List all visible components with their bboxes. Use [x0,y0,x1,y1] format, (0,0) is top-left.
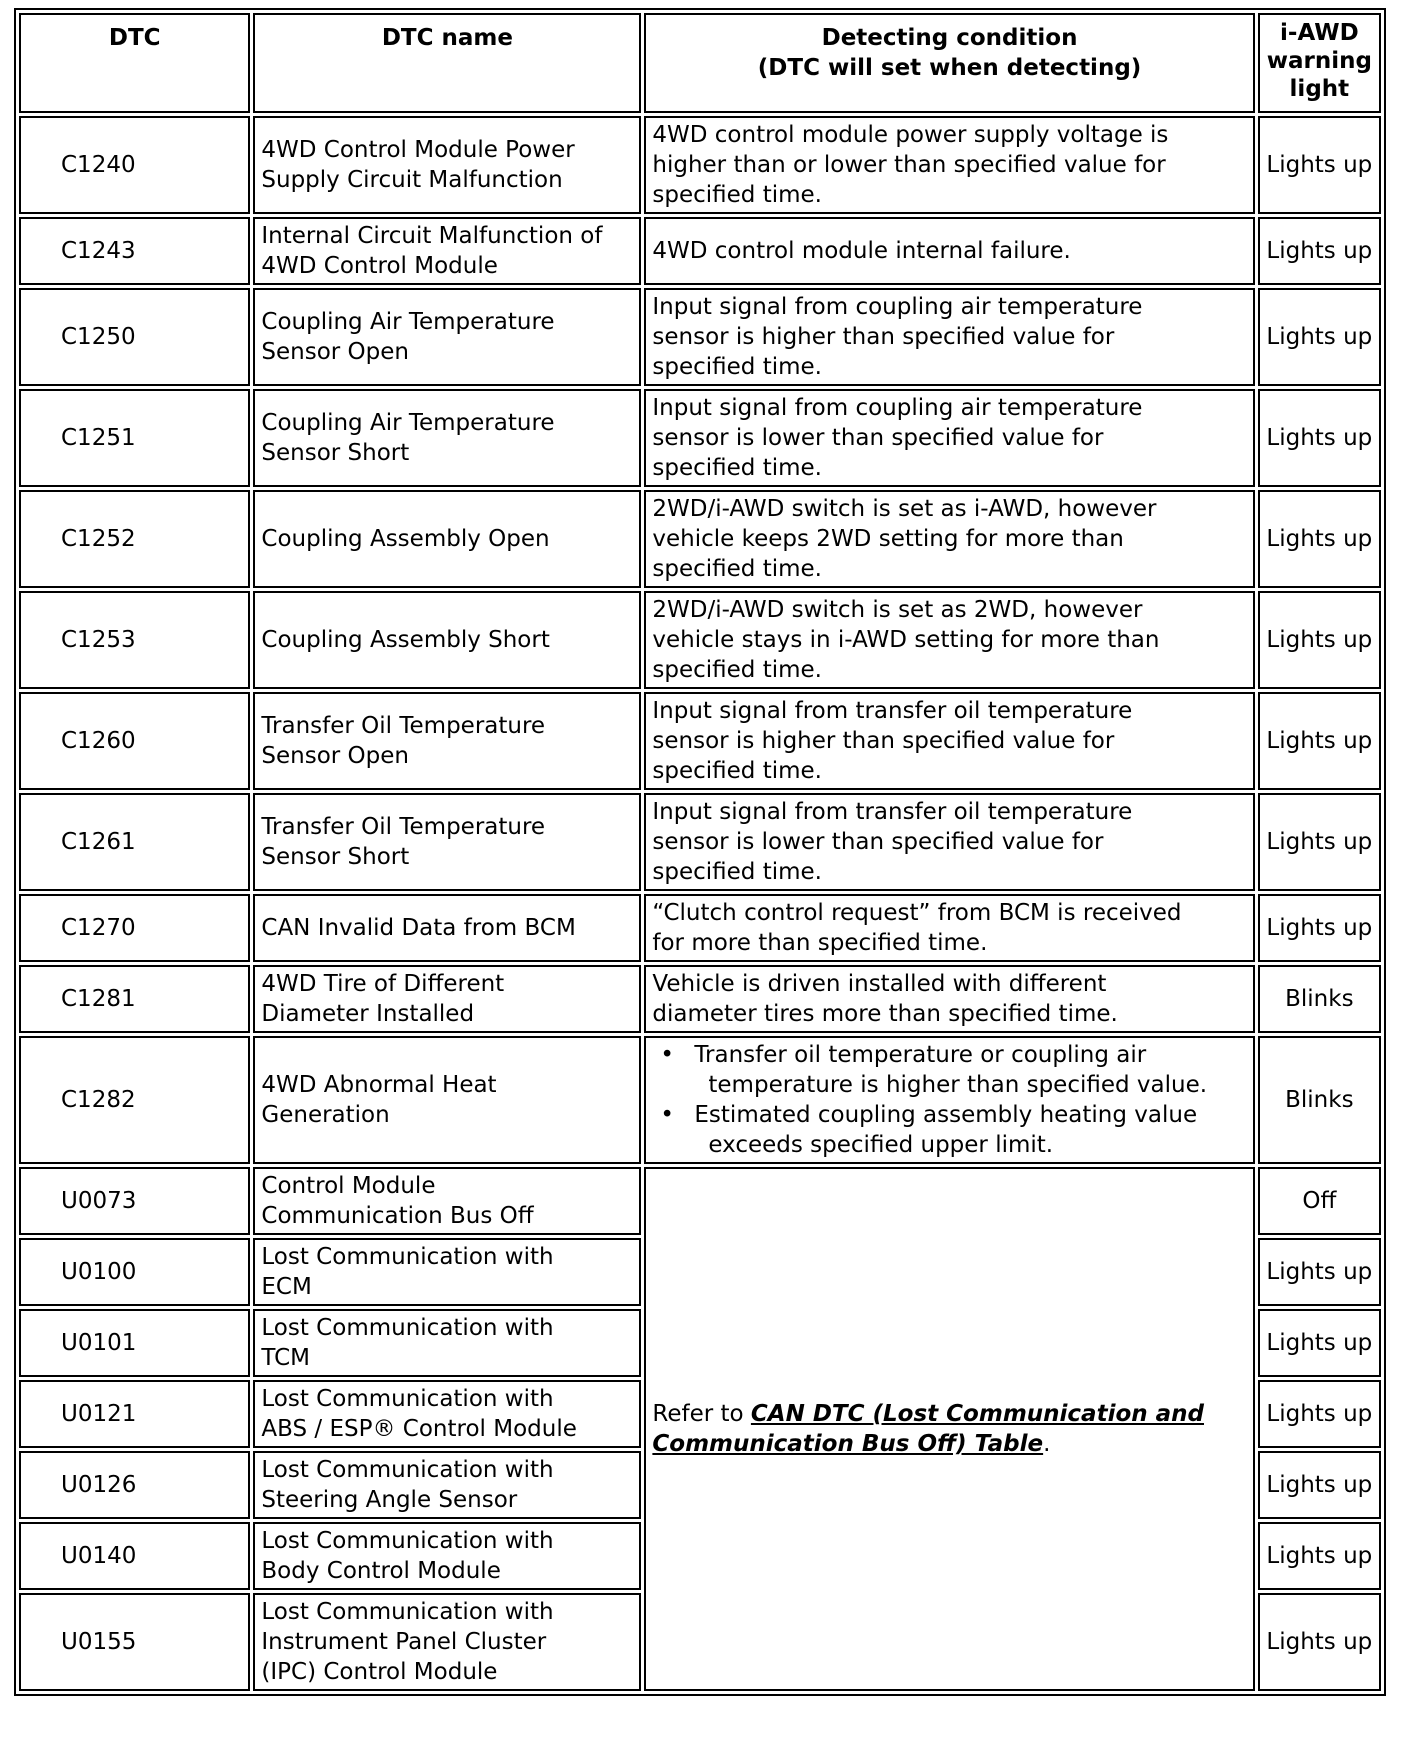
table-row [19,793,1381,891]
dtc-code: C1253 [19,591,250,689]
condition-line: sensor is lower than specified value for [652,425,1104,451]
dtc-name-line: 4WD Control Module [261,253,498,279]
condition-line: sensor is higher than specified value for [652,324,1115,350]
dtc-code: C1261 [19,793,250,891]
dtc-name-line: TCM [261,1345,310,1371]
warning-light-status: Lights up [1258,1451,1381,1519]
detecting-condition [644,1036,1254,1164]
dtc-name-line: 4WD Tire of Different [261,971,505,997]
dtc-code: C1270 [19,894,250,962]
dtc-name [253,1380,641,1448]
table-row [19,1167,1381,1235]
reference-prefix: Refer to [652,1401,751,1427]
dtc-name [253,894,641,962]
dtc-name [253,1309,641,1377]
dtc-name [253,1451,641,1519]
dtc-name-line: Lost Communication with [261,1315,554,1341]
condition-line: 2WD/i-AWD switch is set as i-AWD, however [652,496,1157,522]
detecting-condition [644,692,1254,790]
header-warning-light [1258,13,1381,113]
dtc-code: C1243 [19,217,250,285]
table-row [19,217,1381,285]
dtc-code: U0140 [19,1522,250,1590]
dtc-name-line: Coupling Assembly Short [261,627,550,653]
warning-light-status: Lights up [1258,793,1381,891]
table-row [19,490,1381,588]
dtc-name-line: CAN Invalid Data from BCM [261,915,576,941]
dtc-name-line: Instrument Panel Cluster [261,1629,547,1655]
dtc-name-line: Steering Angle Sensor [261,1487,518,1513]
dtc-code: C1250 [19,288,250,386]
dtc-name-line: Lost Communication with [261,1386,554,1412]
condition-line: 4WD control module internal failure. [652,238,1071,264]
dtc-name-line: 4WD Abnormal Heat [261,1072,497,1098]
condition-line: • Estimated coupling assembly heating value [694,1102,1198,1128]
dtc-name [253,116,641,214]
dtc-name-line: Transfer Oil Temperature [261,814,546,840]
warning-light-status: Lights up [1258,591,1381,689]
warning-light-status: Blinks [1258,1036,1381,1164]
warning-light-status: Blinks [1258,965,1381,1033]
dtc-name [253,1238,641,1306]
dtc-name-line: Sensor Short [261,844,410,870]
can-dtc-table-link[interactable]: Communication Bus Off) Table [652,1431,1044,1457]
header-condition-line: (DTC will set when detecting) [757,55,1142,81]
warning-light-status: Lights up [1258,1238,1381,1306]
warning-light-status: Lights up [1258,894,1381,962]
table-row [19,116,1381,214]
dtc-code: C1260 [19,692,250,790]
detecting-condition [644,894,1254,962]
condition-line: exceeds specified upper limit. [708,1132,1054,1158]
dtc-name-line: Coupling Assembly Open [261,526,550,552]
dtc-name [253,591,641,689]
condition-line: “Clutch control request” from BCM is received [652,900,1182,926]
dtc-name [253,965,641,1033]
condition-line: • Transfer oil temperature or coupling air [694,1042,1147,1068]
dtc-name-line: Coupling Air Temperature [261,410,555,436]
dtc-name-line: Lost Communication with [261,1244,554,1270]
dtc-table [14,8,1386,1696]
dtc-name-line: Body Control Module [261,1558,501,1584]
condition-list [652,1040,1246,1160]
condition-list-item [658,1040,1246,1100]
dtc-code: U0100 [19,1238,250,1306]
header-light-line: light [1289,76,1350,102]
dtc-code: U0073 [19,1167,250,1235]
condition-line: specified time. [652,455,822,481]
dtc-name-line: Transfer Oil Temperature [261,713,546,739]
condition-list-item [658,1100,1246,1160]
dtc-name-line: ECM [261,1274,312,1300]
detecting-condition [644,490,1254,588]
header-dtc [19,13,250,113]
header-light-line: warning [1266,48,1372,74]
detecting-condition [644,965,1254,1033]
condition-line: specified time. [652,657,822,683]
header-name-label: DTC name [381,25,513,51]
table-row [19,692,1381,790]
condition-line: 4WD control module power supply voltage is [652,122,1169,148]
dtc-code: C1281 [19,965,250,1033]
warning-light-status: Lights up [1258,116,1381,214]
table-row [19,1036,1381,1164]
warning-light-status: Off [1258,1167,1381,1235]
warning-light-status: Lights up [1258,1522,1381,1590]
dtc-name-line: Internal Circuit Malfunction of [261,223,603,249]
dtc-name [253,389,641,487]
condition-line: specified time. [652,182,822,208]
condition-line: diameter tires more than specified time. [652,1001,1118,1027]
detecting-condition [644,591,1254,689]
reference-suffix: . [1043,1431,1051,1457]
condition-line: specified time. [652,354,822,380]
can-reference-cell [644,1167,1254,1691]
dtc-name-line: (IPC) Control Module [261,1659,498,1685]
dtc-name [253,692,641,790]
dtc-code: C1282 [19,1036,250,1164]
warning-light-status: Lights up [1258,217,1381,285]
header-dtc-label: DTC [108,25,161,51]
detecting-condition [644,217,1254,285]
warning-light-status: Lights up [1258,1309,1381,1377]
dtc-name [253,1593,641,1691]
condition-line: specified time. [652,859,822,885]
dtc-name [253,288,641,386]
condition-line: Input signal from coupling air temperature [652,294,1143,320]
warning-light-status: Lights up [1258,1380,1381,1448]
condition-line: vehicle keeps 2WD setting for more than [652,526,1124,552]
table-row [19,389,1381,487]
dtc-name-line: 4WD Control Module Power [261,137,575,163]
dtc-name [253,1522,641,1590]
header-detecting-condition [644,13,1254,113]
condition-line: Input signal from transfer oil temperature [652,698,1133,724]
condition-line: temperature is higher than specified value. [708,1072,1208,1098]
dtc-code: C1240 [19,116,250,214]
condition-line: higher than or lower than specified value for [652,152,1166,178]
dtc-name [253,490,641,588]
condition-line: specified time. [652,758,822,784]
can-dtc-table-link[interactable]: CAN DTC (Lost Communication and [750,1401,1204,1427]
dtc-name-line: Sensor Open [261,339,409,365]
dtc-name [253,793,641,891]
dtc-name [253,1167,641,1235]
condition-line: sensor is higher than specified value for [652,728,1115,754]
dtc-name-line: Supply Circuit Malfunction [261,167,563,193]
dtc-name-line: Lost Communication with [261,1457,554,1483]
condition-line: sensor is lower than specified value for [652,829,1104,855]
dtc-code: U0126 [19,1451,250,1519]
detecting-condition [644,288,1254,386]
condition-line: Input signal from coupling air temperature [652,395,1143,421]
condition-line: vehicle stays in i-AWD setting for more than [652,627,1160,653]
dtc-name-line: Sensor Open [261,743,409,769]
dtc-code: C1252 [19,490,250,588]
table-row [19,894,1381,962]
dtc-code: C1251 [19,389,250,487]
condition-line: Vehicle is driven installed with different [652,971,1107,997]
dtc-name-line: Coupling Air Temperature [261,309,555,335]
dtc-name-line: Communication Bus Off [261,1203,534,1229]
condition-line: 2WD/i-AWD switch is set as 2WD, however [652,597,1143,623]
dtc-name [253,217,641,285]
table-row [19,965,1381,1033]
condition-line: specified time. [652,556,822,582]
dtc-name-line: Lost Communication with [261,1528,554,1554]
warning-light-status: Lights up [1258,490,1381,588]
dtc-code: U0155 [19,1593,250,1691]
detecting-condition [644,116,1254,214]
dtc-name-line: Generation [261,1102,390,1128]
header-light-line: i-AWD [1280,20,1359,46]
table-row [19,288,1381,386]
warning-light-status: Lights up [1258,288,1381,386]
detecting-condition [644,389,1254,487]
table-row [19,591,1381,689]
condition-line: for more than specified time. [652,930,988,956]
detecting-condition [644,793,1254,891]
header-dtc-name [253,13,641,113]
warning-light-status: Lights up [1258,692,1381,790]
header-row [19,13,1381,113]
dtc-name-line: Diameter Installed [261,1001,475,1027]
dtc-code: U0101 [19,1309,250,1377]
dtc-name-line: Control Module [261,1173,436,1199]
dtc-code: U0121 [19,1380,250,1448]
condition-line: Input signal from transfer oil temperature [652,799,1133,825]
warning-light-status: Lights up [1258,389,1381,487]
header-condition-line: Detecting condition [821,25,1078,51]
dtc-name-line: Sensor Short [261,440,410,466]
dtc-name-line: ABS / ESP® Control Module [261,1416,577,1442]
warning-light-status: Lights up [1258,1593,1381,1691]
dtc-name [253,1036,641,1164]
dtc-name-line: Lost Communication with [261,1599,554,1625]
